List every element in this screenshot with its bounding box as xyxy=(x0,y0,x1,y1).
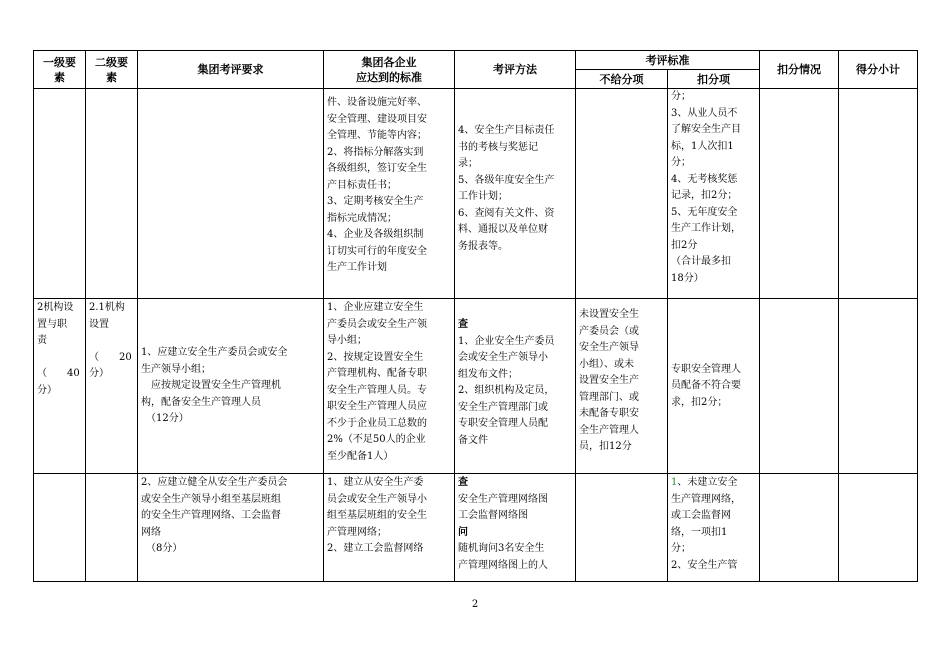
standard-cell: 1、建立从安全生产委 员会或安全生产领导小 组至基层班组的安全生 产管理网络； 2、建立工会监督网络 xyxy=(327,477,427,554)
header-method: 考评方法 xyxy=(455,51,576,89)
requirement-cell: 2、应建立健全从安全生产委员会 或安全生产领导小组至基层班组 的安全生产管理网络、工会监督 网络 （8分） xyxy=(141,477,288,554)
assessment-table xyxy=(33,50,918,582)
level2-cell: 2.1机构 设置 （ 20 分） xyxy=(89,302,132,379)
header-no-deduct: 不给分项 xyxy=(576,70,668,89)
header-requirement: 集团考评要求 xyxy=(138,51,324,89)
deduct-cell: 分； 3、从业人员不 了解安全生产目 标，1人次扣1 分； 4、无考核奖惩 记录，扣2分； 5、无年度安全 生产工作计划， 扣2分 （合计最多扣 18分） xyxy=(671,91,741,284)
standard-cell: 1、企业应建立安全生 产委员会或安全生产领 导小组； 2、按规定设置安全生 产管理机构、配备专职 安全生产管理人员。专 职安全生产管理人员应 不少于企业员工总数的 2%（不足50人的企业 至少配备1人） xyxy=(327,302,427,462)
header-row-top xyxy=(34,51,918,70)
method-heading-check: 查 xyxy=(458,319,468,330)
method-heading-check: 查 xyxy=(458,477,468,488)
header-standard: 集团各企业 应达到的标准 xyxy=(324,51,455,89)
header-criteria: 考评标准 xyxy=(576,51,760,70)
level1-cell: 2机构设 置与职 责 （ 40 分） xyxy=(37,302,80,396)
method-cell: 安全生产管理网络图 工会监督网络图 xyxy=(458,493,548,521)
header-subtotal: 得分小计 xyxy=(839,51,918,89)
table-row xyxy=(34,89,918,299)
standard-cell: 件、设备设施完好率、 安全管理、建设项目安 全管理、节能等内容； 2、将指标分解落实到 各级组织，签订安全生 产目标责任书； 3、定期考核安全生产 指标完成情况； 4、企业及各级组织制 订切实可行的年度安全 生产工作计划 xyxy=(327,97,427,273)
deduct-cell: 1、未建立安全 生产管理网络， 或工会监督网 络，一项扣1 分； 2、安全生产管 xyxy=(671,477,741,571)
method-heading-ask: 问 xyxy=(458,526,468,538)
header-deduction-status: 扣分情况 xyxy=(760,51,839,89)
header-level2: 二级要 素 xyxy=(86,51,138,89)
deduct-item-number: 1 xyxy=(671,477,678,488)
requirement-cell: 1、应建立安全生产委员会或安全 生产领导小组； 应按规定设置安全生产管理机 构，配备安全生产管理人员 （12分） xyxy=(141,347,288,425)
method-cell: 1、企业安全生产委员 会或安全生产领导小 组发布文件； 2、组织机构及定员， 安全生产管理部门或 专职安全管理人员配 备文件 xyxy=(458,335,555,446)
table-row xyxy=(34,474,918,582)
no-deduct-cell: 未设置安全生 产委员会（或 安全生产领导 小组）、或未 设置安全生产 管理部门、或 未配备专职安 全生产管理人 员，扣12分 xyxy=(579,309,639,452)
page-number: 2 xyxy=(471,599,479,610)
method-cell: 4、安全生产目标责任 书的考核与奖惩记 录； 5、各级年度安全生产 工作计划； 6、查阅有关文件、资 料、通报以及单位财 务报表等。 xyxy=(458,125,555,252)
table-row xyxy=(34,299,918,474)
deduct-cell: 专职安全管理人 员配备不符合要 求，扣2分； xyxy=(671,363,741,408)
method-cell: 随机询问3名安全生 产管理网络图上的人 xyxy=(458,543,548,571)
header-level1: 一级要 素 xyxy=(34,51,86,89)
header-deduct: 扣分项 xyxy=(668,70,760,89)
